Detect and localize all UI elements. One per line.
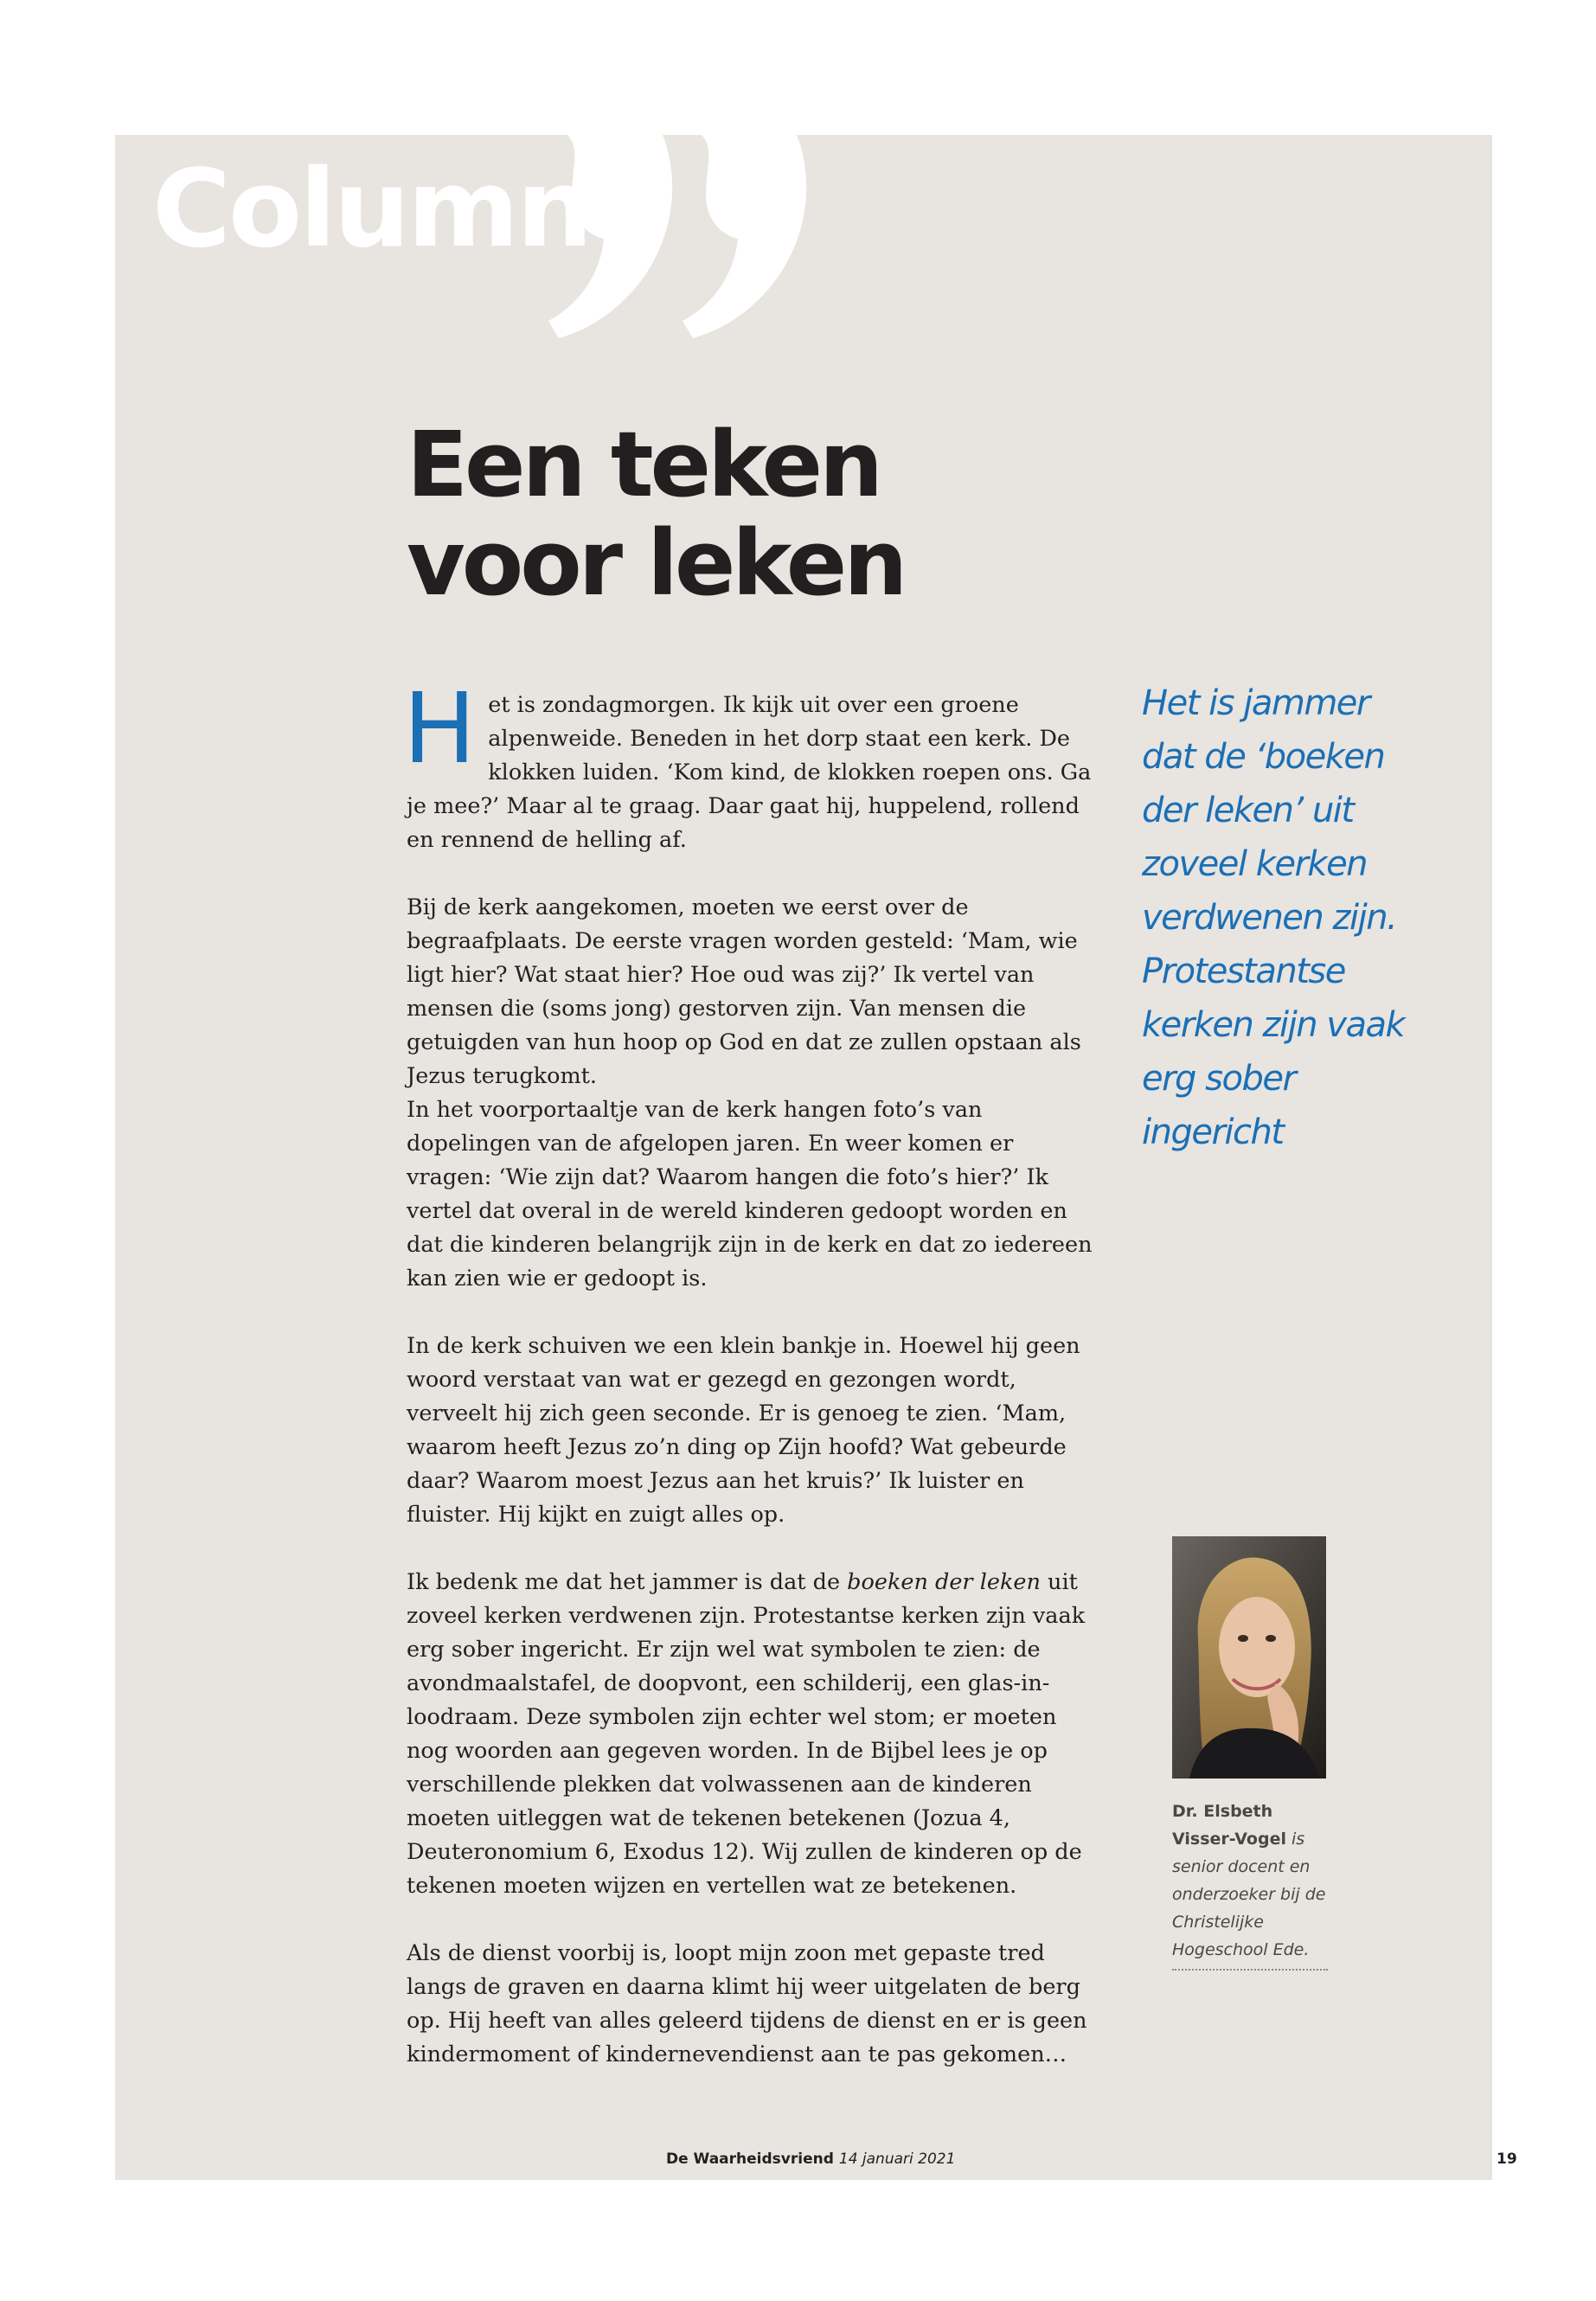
publication-info	[666, 2150, 955, 2168]
section-label: Column	[152, 147, 591, 272]
paragraph-4-start: Ik bedenk me dat het jammer is dat de	[407, 1569, 848, 1595]
pullquote: Het is jammer dat de ‘boeken der leken’ uit zoveel kerken verdwenen zijn. Protestantse kerken zijn vaak erg sober ingericht	[1142, 683, 1405, 1152]
author-portrait	[1172, 1536, 1326, 1779]
paragraph-3: In de kerk schuiven we een klein bankje in. Hoewel hij geen woord verstaat van wat er gezegd en gezongen wordt, verveelt hij zich geen seconde. Er is genoeg te zien. ‘Mam, waarom heeft Jezus zo’n ding op Zijn hoofd? Wat gebeurde daar? Waarom moest Jezus aan het kruis?’ Ik luister en fluister. Hij kijkt en zuigt alles op.	[407, 1333, 1080, 1528]
paragraph-1-text: et is zondagmorgen. Ik kijk uit over een groene alpenweide. Beneden in het dorp staat een kerk. De klokken luiden. ‘Kom kind, de klokken roepen ons. Ga je mee?’ Maar al te graag. Daar gaat hij, huppelend, rollend en rennend de helling af.	[407, 692, 1092, 853]
article-title	[407, 412, 1116, 617]
page-number: 19	[1497, 2150, 1517, 2168]
publication-date: 14 januari 2021	[838, 2150, 956, 2168]
article-title-line-2: voor leken	[407, 510, 905, 617]
author-name: Dr. Elsbeth Visser-Vogel	[1172, 1802, 1286, 1849]
drop-cap: H	[403, 673, 477, 785]
paragraph-4-italic: boeken der leken	[847, 1569, 1041, 1595]
paragraph-2: Bij de kerk aangekomen, moeten we eerst over de begraafplaats. De eerste vragen worden gesteld: ‘Mam, wie ligt hier? Wat staat hier? Hoe oud was zij?’ Ik vertel van mensen die (soms jong) gestorven zijn. Van mensen die getuigden van hun hoop op God en dat ze zullen opstaan als Jezus terugkomt.	[407, 894, 1081, 1089]
publication-name: De Waarheidsvriend	[666, 2150, 834, 2168]
article-title-line-1: Een teken	[407, 412, 881, 517]
paragraph-4	[407, 1566, 1097, 1903]
author-description: is senior docent en onderzoeker bij de Christelijke Hogeschool Ede.	[1172, 1830, 1326, 1959]
paragraph-5: Als de dienst voorbij is, loopt mijn zoon met gepaste tred langs de graven en daarna klimt hij weer uitgelaten de berg op. Hij heeft van alles geleerd tijdens de dienst en er is geen kindermoment of kindernevendienst aan te pas gekomen…	[407, 1940, 1087, 2067]
author-bio	[1172, 1798, 1328, 1971]
article-body	[403, 673, 1097, 2106]
paragraph-4-rest: uit zoveel kerken verdwenen zijn. Protestantse kerken zijn vaak erg sober ingericht. Er zijn wel wat symbolen te zien: de avondmaalstafel, de doopvont, een schilderij, een glas-in-loodraam. Deze symbolen zijn echter wel stom; er moeten nog woorden aan gegeven worden. In de Bijbel lees je op verschillende plekken dat volwassenen aan de kinderen moeten uitleggen wat de tekenen betekenen (Jozua 4, Deuteronomium 6, Exodus 12). Wij zullen de kinderen op de tekenen moeten wijzen en vertellen wat ze betekenen.	[407, 1569, 1086, 1899]
paragraph-2b: In het voorportaaltje van de kerk hangen foto’s van dopelingen van de afgelopen jaren. En weer komen er vragen: ‘Wie zijn dat? Waarom hangen die foto’s hier?’ Ik vertel dat overal in de wereld kinderen gedoopt worden en dat die kinderen belangrijk zijn in de kerk en dat zo iedereen kan zien wie er gedoopt is.	[407, 1097, 1093, 1292]
paragraph-1	[403, 673, 1097, 857]
